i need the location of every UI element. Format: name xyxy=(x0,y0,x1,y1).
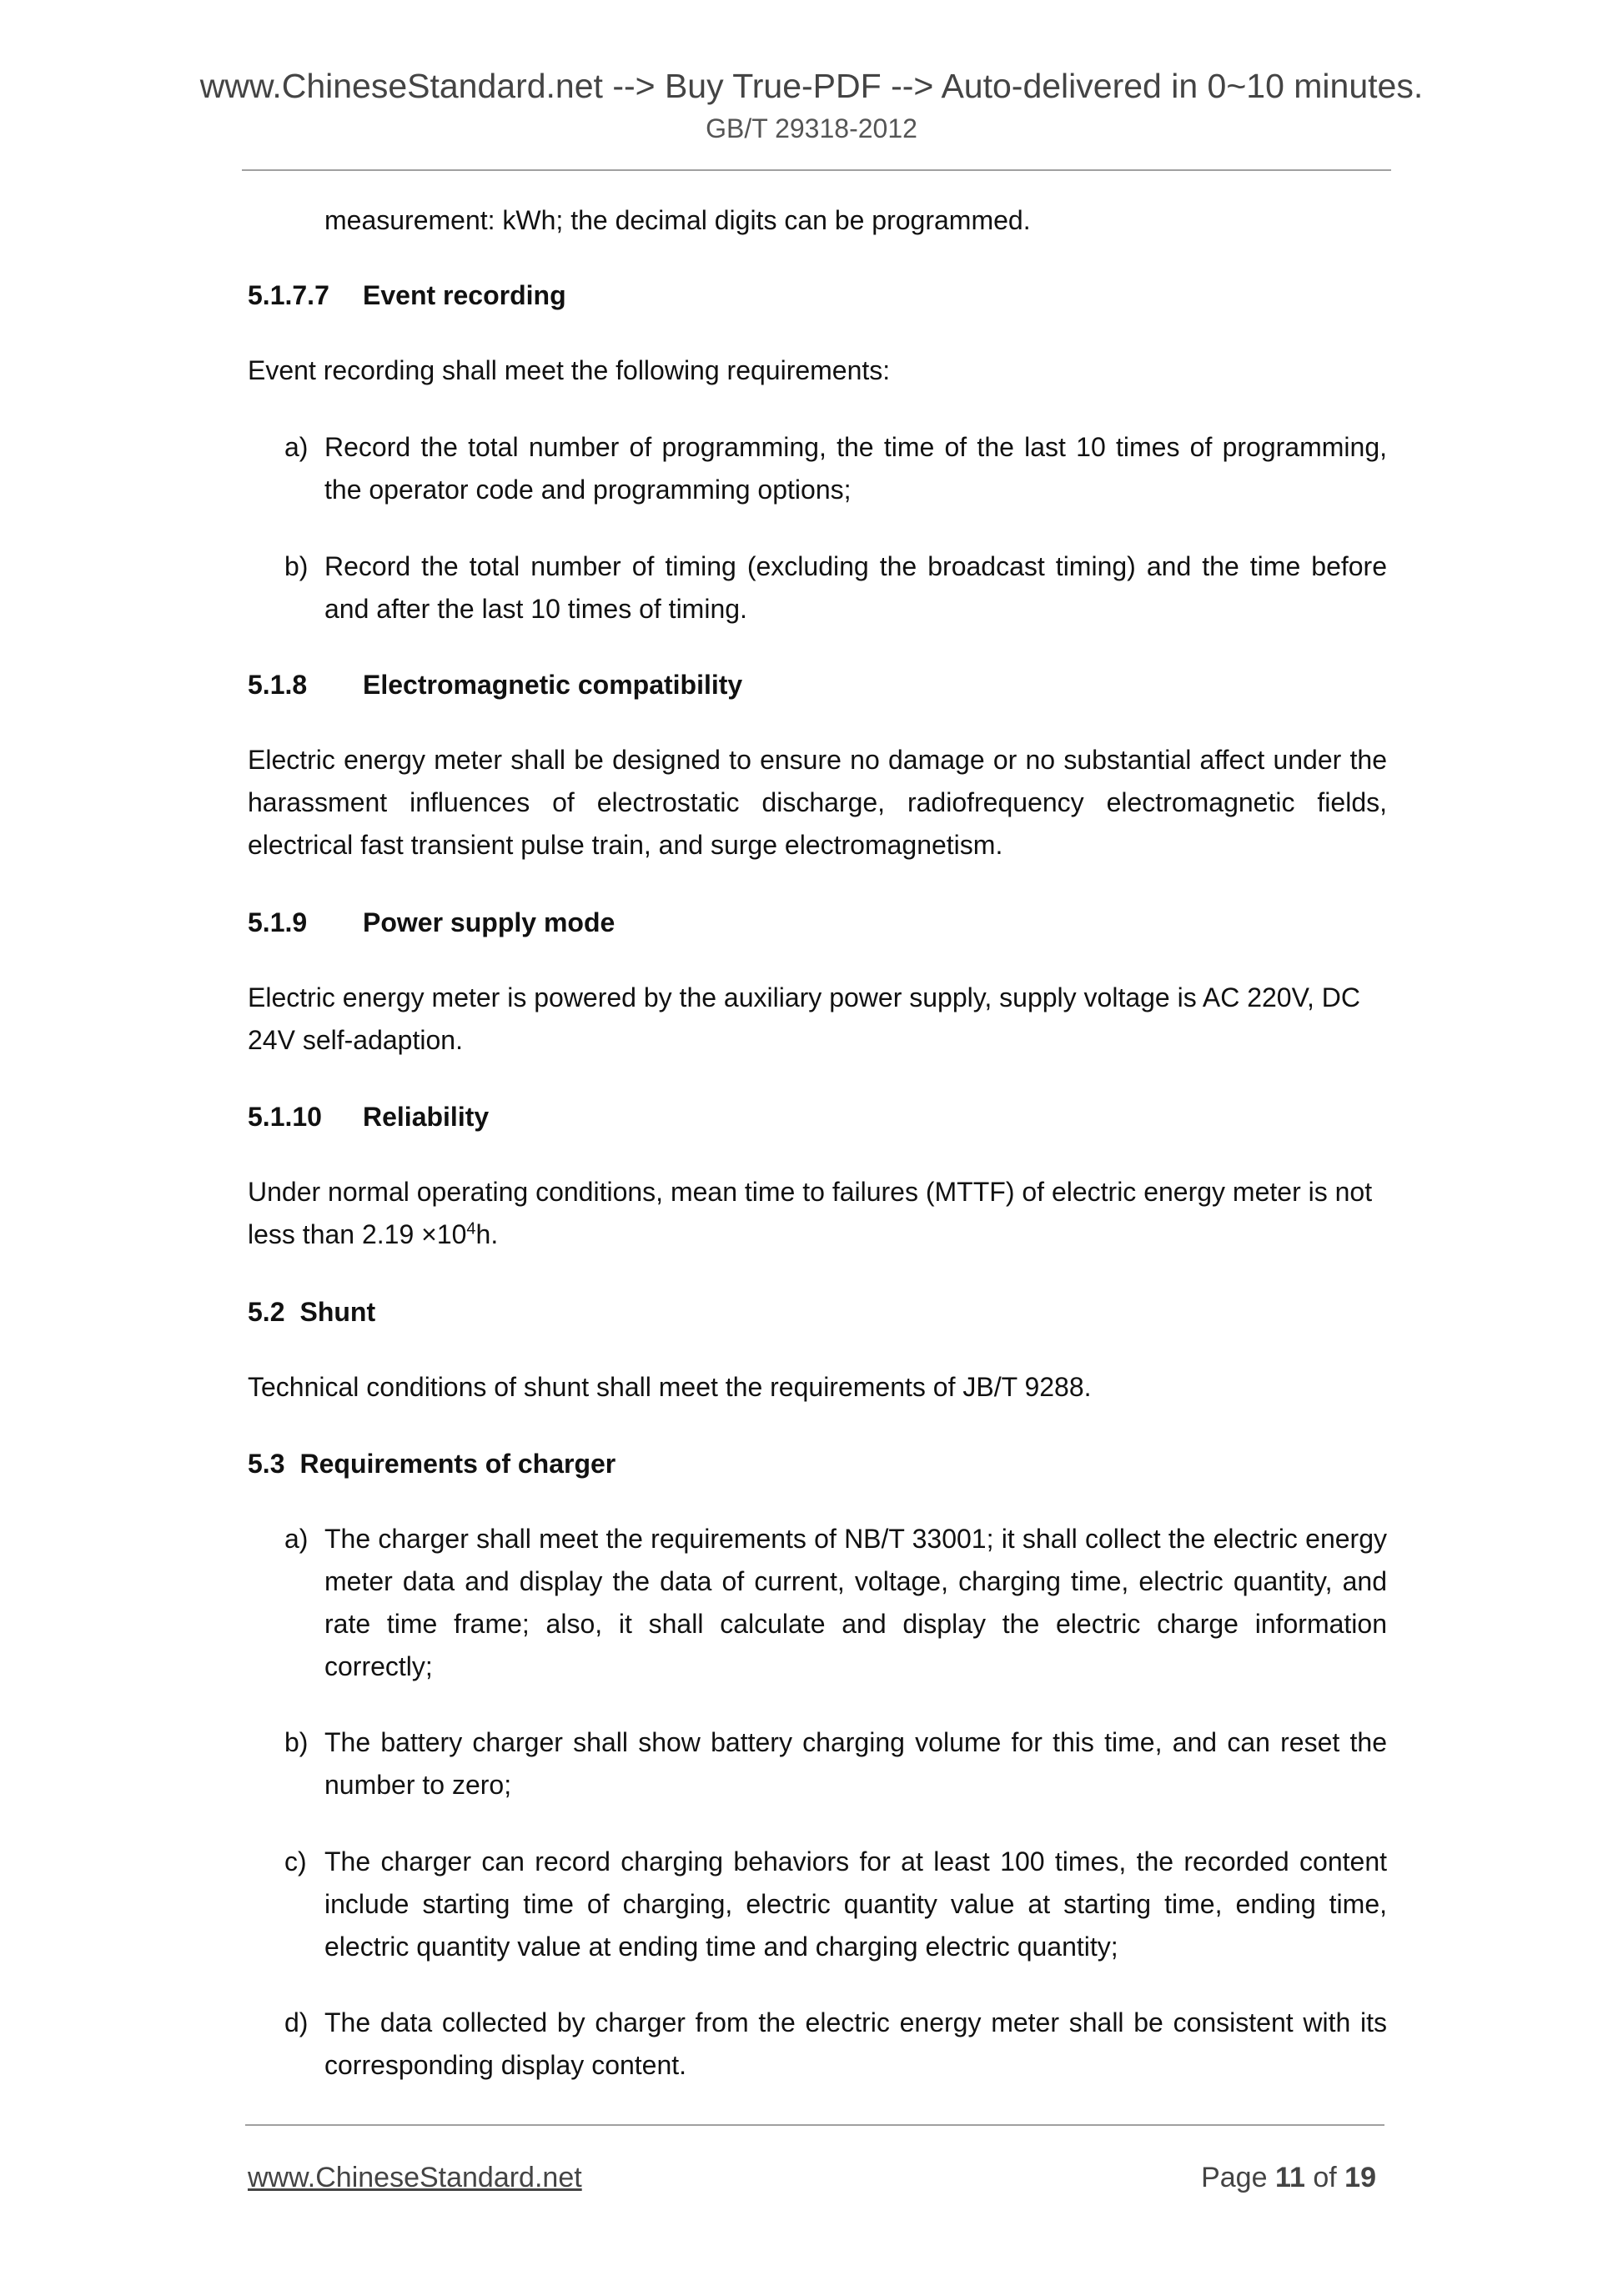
list-item xyxy=(284,2002,1387,2087)
list-label: a) xyxy=(284,432,309,462)
section-heading-5-2 xyxy=(248,1291,375,1334)
list-label: b) xyxy=(284,1727,309,1757)
list-item xyxy=(284,426,1387,511)
list-text: The data collected by charger from the electric energy meter shall be consistent with its corresponding display content. xyxy=(324,2007,1387,2080)
footer-website-link[interactable]: www.ChineseStandard.net xyxy=(248,2162,582,2193)
paragraph-text: Under normal operating conditions, mean time to failures (MTTF) of electric energy meter is not less than 2.19 ×10 xyxy=(248,1177,1373,1249)
section-heading-5-1-7-7 xyxy=(248,274,566,317)
list-label: d) xyxy=(284,2007,309,2037)
page-indicator xyxy=(1188,2162,1376,2194)
section-title: Power supply mode xyxy=(363,907,616,937)
section-title: Electromagnetic compatibility xyxy=(363,670,743,700)
header-divider xyxy=(242,169,1391,171)
section-title: Requirements of charger xyxy=(299,1449,616,1479)
page-total: 19 xyxy=(1344,2162,1376,2193)
list-label: a) xyxy=(284,1524,309,1554)
list-item xyxy=(284,1841,1387,1968)
paragraph: Electric energy meter is powered by the auxiliary power supply, supply voltage is AC 220V, DC 24V self-adaption. xyxy=(248,982,1360,1055)
section-number: 5.1.7.7 xyxy=(248,280,329,310)
document-id: GB/T 29318-2012 xyxy=(706,113,917,143)
list-item xyxy=(284,1518,1387,1688)
list-label: b) xyxy=(284,551,309,581)
header-banner: www.ChineseStandard.net --> Buy True-PDF --> Auto-delivered in 0~10 minutes. xyxy=(199,67,1424,105)
unit: h. xyxy=(475,1219,499,1249)
section-title: Reliability xyxy=(363,1102,490,1132)
section-heading-5-1-9 xyxy=(248,902,616,944)
list-text: The charger can record charging behaviors for at least 100 times, the recorded content include starting time of charging, electric quantity value at starting time, ending time, electric quantity value at ending time and charging electric quantity; xyxy=(324,1846,1387,1962)
section-heading-5-1-10 xyxy=(248,1096,490,1138)
exponent: 4 xyxy=(466,1219,476,1238)
list-item xyxy=(284,545,1387,631)
paragraph: Technical conditions of shunt shall meet the requirements of JB/T 9288. xyxy=(248,1372,1092,1402)
list-text: Record the total number of programming, the time of the last 10 times of programming, the operator code and programming options; xyxy=(324,432,1387,505)
list-item xyxy=(284,1721,1387,1806)
section-heading-5-3 xyxy=(248,1443,616,1485)
section-number: 5.2 xyxy=(248,1297,285,1327)
section-number: 5.1.10 xyxy=(248,1102,322,1132)
continued-text: measurement: kWh; the decimal digits can be programmed. xyxy=(324,205,1031,235)
paragraph xyxy=(248,1171,1387,1256)
paragraph: Electric energy meter shall be designed to ensure no damage or no substantial affect under the harassment influences of electrostatic discharge, radiofrequency electromagnetic fields, electrical fast transient pulse train, and surge electromagnetism. xyxy=(248,745,1387,860)
section-heading-5-1-8 xyxy=(248,664,743,706)
list-text: The charger shall meet the requirements of NB/T 33001; it shall collect the electric energy meter data and display the data of current, voltage, charging time, electric quantity, and rate time frame; also, it shall calculate and display the electric charge information correctly; xyxy=(324,1524,1387,1681)
section-number: 5.1.8 xyxy=(248,670,308,700)
section-number: 5.1.9 xyxy=(248,907,308,937)
page-number: 11 xyxy=(1274,2162,1305,2193)
section-title: Shunt xyxy=(299,1297,376,1327)
page-of: of xyxy=(1313,2162,1337,2193)
footer-divider xyxy=(245,2124,1384,2126)
section-title: Event recording xyxy=(363,280,566,310)
paragraph: Event recording shall meet the following requirements: xyxy=(248,355,891,385)
section-number: 5.3 xyxy=(248,1449,285,1479)
list-label: c) xyxy=(284,1846,307,1876)
list-text: Record the total number of timing (excluding the broadcast timing) and the time before and after the last 10 times of timing. xyxy=(324,551,1387,624)
list-text: The battery charger shall show battery charging volume for this time, and can reset the number to zero; xyxy=(324,1727,1387,1800)
page-prefix: Page xyxy=(1201,2162,1268,2193)
